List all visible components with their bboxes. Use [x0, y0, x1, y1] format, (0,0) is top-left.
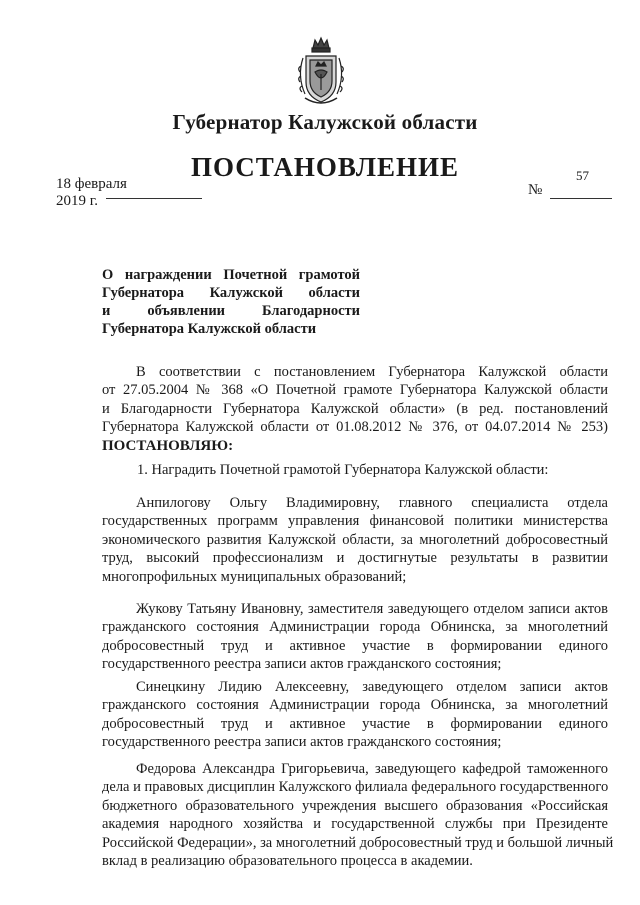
coat-of-arms-emblem [293, 36, 349, 108]
awardee-line: добросовестный труд и активное участие в формировании единого [102, 715, 608, 732]
awardee-line: государственного реестра записи актов гражданского состояния; [102, 656, 502, 673]
awardee-line: Анпилогову Ольгу Владимировну, главного специалиста отдела [136, 495, 608, 511]
awardee-line: экономического развития Калужской области, за многолетний добросовестный [102, 531, 608, 548]
preamble-paragraph [102, 363, 608, 455]
subject-line: Губернатора Калужской области [102, 285, 360, 301]
awardee-paragraph [102, 494, 608, 586]
resolve-keyword: ПОСТАНОВЛЯЮ: [102, 437, 234, 454]
awardee-line: вклад в реализацию образовательного процесса в академии. [102, 853, 473, 870]
document-subject [102, 266, 360, 338]
awardee-paragraph [102, 678, 608, 752]
awardee-line: Федорова Александра Григорьевича, заведующего кафедрой таможенного [136, 761, 608, 777]
document-number [528, 168, 618, 204]
awardee-line: бюджетного образовательного учреждения высшего образования «Российская [102, 797, 608, 814]
awardee-paragraph [102, 760, 614, 870]
awardee-line: государственных программ управления финансовой политики министерства [102, 513, 608, 530]
awardee-line: гражданского состояния Администрации города Обнинска, за многолетний [102, 697, 608, 714]
subject-line: Губернатора Калужской области [102, 321, 317, 337]
awardee-line: добросовестный труд и активное участие в формировании единого [102, 637, 608, 654]
number-underline [550, 198, 612, 199]
item-1-heading: 1. Наградить Почетной грамотой Губернатора Калужской области: [137, 462, 549, 478]
awardee-line: дела и правовых дисциплин Калужского филиала федерального государственного [102, 779, 609, 796]
document-date [56, 176, 152, 210]
document-type-heading: ПОСТАНОВЛЕНИЕ [190, 152, 460, 182]
subject-line: О награждении Почетной грамотой [102, 267, 360, 283]
number-value: 57 [576, 168, 589, 183]
preamble-line: В соответствии с постановлением Губернатора Калужской области [136, 364, 608, 380]
subject-line: и объявлении Благодарности [102, 303, 360, 319]
preamble-line: от 27.05.2004 № 368 «О Почетной грамоте Губернатора Калужской области [102, 382, 608, 399]
preamble-line: и Благодарности Губернатора Калужской области» (в ред. постановлений [102, 400, 608, 417]
awardee-line: многопрофильных муниципальных образований; [102, 568, 407, 585]
preamble-line: Губернатора Калужской области от 01.08.2012 № 376, от 04.07.2014 № 253) [102, 419, 608, 436]
issuer-title: Губернатор Калужской области [172, 110, 478, 134]
date-text: 18 февраля 2019 г. [56, 176, 127, 209]
number-label: № [528, 182, 543, 198]
awardee-line: государственного реестра записи актов гражданского состояния; [102, 734, 502, 751]
awardee-paragraph [102, 600, 608, 674]
awardee-line: труд, высокий профессионализм и достигнутые результаты в развитии [102, 550, 608, 567]
awardee-line: академия народного хозяйства и государственной службы при Президенте [102, 816, 608, 833]
awardee-line: Жукову Татьяну Ивановну, заместителя заведующего отделом записи актов [136, 601, 608, 617]
date-underline [106, 198, 202, 199]
awardee-line: гражданского состояния Администрации города Обнинска, за многолетний [102, 619, 608, 636]
awardee-line: Российской Федерации», за многолетний добросовестный труд и большой личный [102, 834, 614, 851]
awardee-line: Синецкину Лидию Алексеевну, заведующего отделом записи актов [136, 679, 608, 695]
